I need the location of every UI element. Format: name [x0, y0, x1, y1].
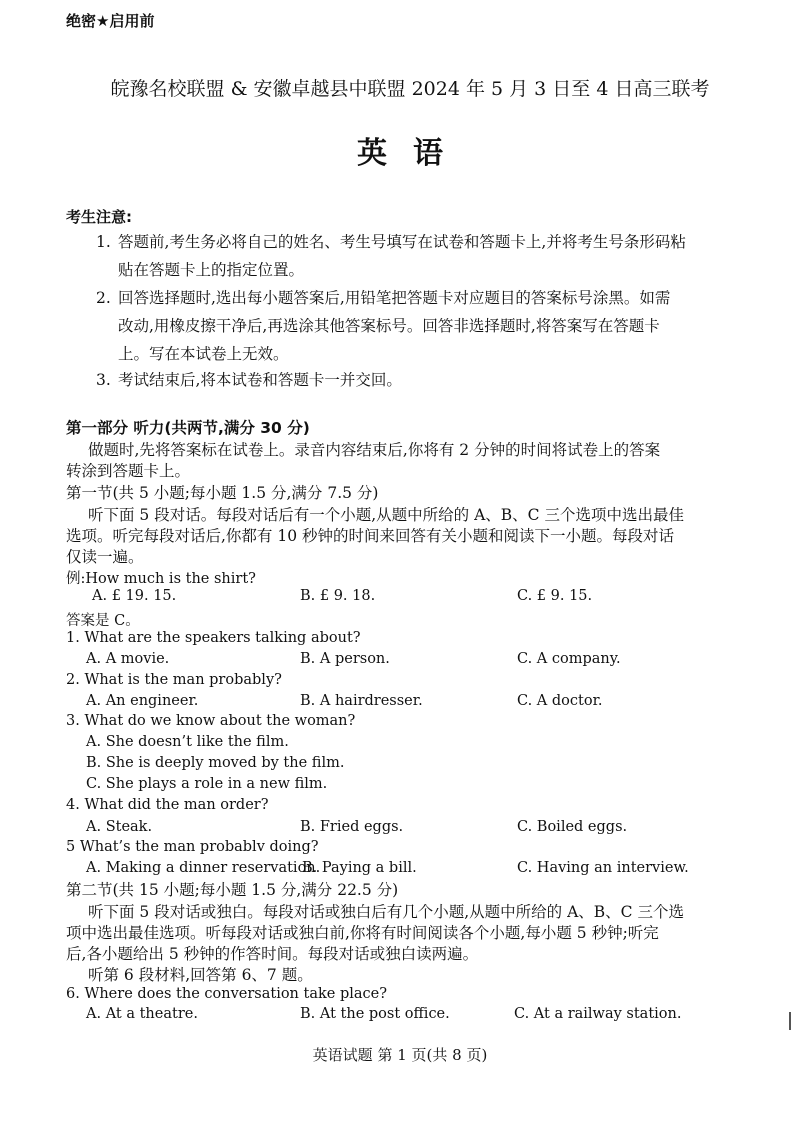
notice-item-line: 考试结束后,将本试卷和答题卡一并交回。	[118, 371, 402, 389]
intro-line: 转涂到答题卡上。	[66, 462, 191, 480]
notice-item-line: 上。写在本试卷上无效。	[118, 345, 289, 363]
example-option-c: C. £ 9. 15.	[517, 588, 593, 604]
q2-option-c: C. A doctor.	[517, 693, 603, 709]
q6-option-b: B. At the post office.	[300, 1006, 450, 1022]
instruction-line: 仅读一遍。	[66, 548, 144, 566]
instruction-line: 听下面 5 段对话。每段对话后有一个小题,从题中所给的 A、B、C 三个选项中选出最佳	[88, 506, 684, 524]
part1-heading: 第一部分 听力(共两节,满分 30 分)	[66, 419, 310, 437]
instruction-line: 听下面 5 段对话或独白。每段对话或独白后有几个小题,从题中所给的 A、B、C 三个选	[88, 903, 684, 921]
example-option-b: B. £ 9. 18.	[300, 588, 376, 604]
part1-intro	[66, 440, 756, 482]
question-1: 1. What are the speakers talking about?	[66, 630, 361, 646]
instruction-line: 项中选出最佳选项。听每段对话或独白前,你将有时间阅读各个小题,每小题 5 秒钟;听完	[66, 924, 659, 942]
scan-edge-mark	[789, 1012, 791, 1030]
q5-option-b: B. Paying a bill.	[302, 860, 417, 876]
notice-item-1	[96, 228, 756, 284]
page-footer: 英语试题 第 1 页(共 8 页)	[312, 1046, 488, 1064]
notice-item-number: 3.	[96, 371, 111, 389]
q6-option-a: A. At a theatre.	[86, 1006, 198, 1022]
notice-item-2	[96, 284, 756, 368]
q1-option-b: B. A person.	[300, 651, 390, 667]
q2-option-b: B. A hairdresser.	[300, 693, 423, 709]
example-question: 例:How much is the shirt?	[66, 571, 256, 587]
example-answer: 答案是 C。	[66, 613, 140, 629]
question-6: 6. Where does the conversation take place?	[66, 986, 387, 1002]
question-4: 4. What did the man order?	[66, 797, 269, 813]
notice-item-line: 回答选择题时,选出每小题答案后,用铅笔把答题卡对应题目的答案标号涂黑。如需	[118, 289, 671, 307]
notice-item-line: 答题前,考生务必将自己的姓名、考生号填写在试卷和答题卡上,并将考生号条形码粘	[118, 233, 686, 251]
q1-option-c: C. A company.	[517, 651, 621, 667]
instruction-line: 后,各小题给出 5 秒钟的作答时间。每段对话或独白读两遍。	[66, 945, 479, 963]
section1-instructions	[66, 505, 756, 568]
q4-option-a: A. Steak.	[86, 819, 153, 835]
intro-line: 做题时,先将答案标在试卷上。录音内容结束后,你将有 2 分钟的时间将试卷上的答案	[88, 441, 661, 459]
example-option-a: A. £ 19. 15.	[92, 588, 177, 604]
confidential-mark: 绝密★启用前	[66, 12, 155, 30]
notice-item-line: 改动,用橡皮擦干净后,再选涂其他答案标号。回答非选择题时,将答案写在答题卡	[118, 317, 660, 335]
section2-heading: 第二节(共 15 小题;每小题 1.5 分,满分 22.5 分)	[66, 881, 399, 899]
q3-option-c: C. She plays a role in a new film.	[86, 776, 328, 792]
q4-option-b: B. Fried eggs.	[300, 819, 404, 835]
q3-option-b: B. She is deeply moved by the film.	[86, 755, 345, 771]
notice-item-number: 2.	[96, 289, 111, 307]
section2-instructions	[66, 902, 756, 965]
q3-option-a: A. She doesn’t like the film.	[86, 734, 289, 750]
notice-item-number: 1.	[96, 233, 111, 251]
q1-option-a: A. A movie.	[86, 651, 170, 667]
notice-item-3	[96, 366, 756, 394]
instruction-line: 选项。听完每段对话后,你都有 10 秒钟的时间来回答有关小题和阅读下一小题。每段对话	[66, 527, 675, 545]
question-5: 5 What’s the man probablv doing?	[66, 839, 319, 855]
q5-option-a: A. Making a dinner reservation.	[86, 860, 321, 876]
section1-heading: 第一节(共 5 小题;每小题 1.5 分,满分 7.5 分)	[66, 484, 379, 502]
q2-option-a: A. An engineer.	[86, 693, 199, 709]
exam-title: 皖豫名校联盟 & 安徽卓越县中联盟 2024 年 5 月 3 日至 4 日高三联考	[110, 78, 710, 100]
question-2: 2. What is the man probably?	[66, 672, 282, 688]
material-6-note: 听第 6 段材料,回答第 6、7 题。	[88, 966, 313, 984]
q4-option-c: C. Boiled eggs.	[517, 819, 628, 835]
q5-option-c: C. Having an interview.	[517, 860, 689, 876]
notice-item-line: 贴在答题卡上的指定位置。	[118, 261, 305, 279]
question-3: 3. What do we know about the woman?	[66, 713, 356, 729]
subject-title: 英语	[357, 136, 469, 171]
q6-option-c: C. At a railway station.	[514, 1006, 682, 1022]
notice-heading: 考生注意:	[66, 208, 132, 226]
